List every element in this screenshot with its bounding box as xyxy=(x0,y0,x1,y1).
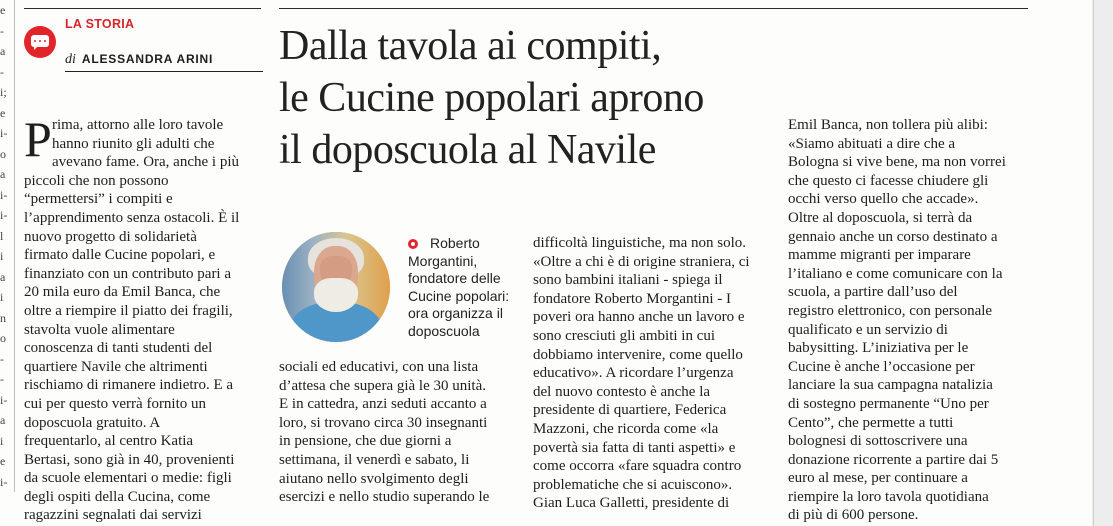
body-line: di più di 600 persone. xyxy=(788,507,919,524)
article-column-2 xyxy=(279,358,489,507)
body-line: firmato dalle Cucine popolari, e xyxy=(24,247,216,264)
body-line: presidente di quartiere, Federica xyxy=(533,402,727,419)
body-line: Cento”, che permette a tutti xyxy=(788,414,954,431)
fragment-line: - xyxy=(0,23,4,38)
fragment-line: - xyxy=(0,372,4,386)
body-line: poveri ora hanno anche un lavoro e xyxy=(533,309,745,326)
headline-line: Dalla tavola ai compiti, xyxy=(279,23,662,69)
headline-line: il doposcuola al Navile xyxy=(279,127,656,173)
body-line: “permettersi” i compiti e xyxy=(24,191,173,208)
fragment-line: o xyxy=(0,146,6,161)
body-line: Gian Luca Galletti, presidente di xyxy=(533,495,730,512)
body-line: qualificato e un servizio di xyxy=(788,321,948,338)
body-line: educativo». A ricordare l’urgenza xyxy=(533,365,734,382)
body-line: difficoltà linguistiche, ma non solo. xyxy=(533,235,747,251)
body-line: stavolta vuole alimentare xyxy=(24,321,175,338)
fragment-line: a xyxy=(0,269,6,284)
body-line: bolognesi di sottoscrivere una xyxy=(788,433,968,450)
photo-caption xyxy=(408,235,509,340)
body-line: dobbiamo intervenire, come quello xyxy=(533,346,743,363)
article-column-3 xyxy=(533,234,750,513)
fragment-line: e xyxy=(0,105,6,120)
body-line: 20 mila euro da Emil Banca, che xyxy=(24,284,221,301)
body-line: settimana, il venerdì e sabato, li xyxy=(279,451,470,468)
body-line: Oltre al doposcuola, si terrà da xyxy=(788,209,973,226)
body-line: Mazzoni, che ricorda come «la xyxy=(533,420,719,437)
caption-line: fondatore delle xyxy=(408,270,501,286)
body-line: riempire la loro tavola quotidiana xyxy=(788,488,989,505)
body-line: problematiche che si acuiscono». xyxy=(533,476,733,493)
caption-line: doposcuola xyxy=(408,322,480,339)
caption-line: ora organizza il xyxy=(408,305,503,321)
body-line: frequentarlo, al centro Katia xyxy=(24,433,194,450)
body-line: degli ospiti della Cucina, come xyxy=(24,488,211,505)
author-name: ALESSANDRA ARINI xyxy=(81,52,214,66)
fragment-line: i- xyxy=(0,392,8,407)
body-line: povertà sia fatta di tanti aspetti» e xyxy=(533,439,736,456)
article-column-4 xyxy=(788,116,1006,525)
body-line: conoscenza di tanti studenti del xyxy=(24,340,213,357)
body-line: rima, attorno alle loro tavole xyxy=(52,117,224,133)
body-line: ragazzini segnalati dai servizi xyxy=(24,507,202,524)
body-line: gennaio anche un corso destinato a xyxy=(788,228,998,245)
body-line: nuovo progetto di solidarietà xyxy=(24,228,197,245)
section-kicker: LA STORIA xyxy=(65,17,135,31)
body-line: in pensione, che due giorni a xyxy=(279,433,452,450)
body-line: hanno riunito gli adulti che xyxy=(52,135,215,152)
body-line: come occorra «fare squadra contro xyxy=(533,458,742,475)
body-line: piccoli che non possono xyxy=(24,172,169,189)
body-line: sono bambini italiani - spiega il xyxy=(533,272,723,289)
body-line: rischiamo di rimanere indietro. E a xyxy=(24,377,234,394)
body-line: finanziato con un contributo pari a xyxy=(24,265,232,282)
fragment-line: e xyxy=(0,454,6,468)
body-line: donazione ricorrente a partire dai 5 xyxy=(788,451,999,468)
previous-article-fragment xyxy=(0,0,12,500)
body-line: da scuole elementari o medie: figli xyxy=(24,470,232,487)
body-line: sociali ed educativi, con una lista xyxy=(279,359,479,375)
fragment-line: i- xyxy=(0,126,8,140)
caption-line: Morgantini, xyxy=(408,252,478,269)
fragment-line: o xyxy=(0,331,6,345)
article-column-1 xyxy=(24,111,240,525)
body-line: l’apprendimento senza ostacoli. È il xyxy=(24,209,240,226)
drop-cap: P xyxy=(24,111,52,167)
column-divider xyxy=(14,0,15,492)
fragment-line: l xyxy=(0,228,4,243)
body-line: Cucine è anche l’occasione per xyxy=(788,358,975,375)
body-line: d’attesa che supera già le 30 unità. xyxy=(279,377,486,394)
fragment-line: a xyxy=(0,167,6,181)
fragment-line: e xyxy=(0,3,6,17)
speech-bubble-icon xyxy=(24,26,56,58)
body-line: euro al mese, per continuare a xyxy=(788,470,968,487)
body-line: lanciare la sua campagna natalizia xyxy=(788,377,993,394)
fragment-line: n xyxy=(0,310,6,325)
caption-line: Roberto xyxy=(430,235,480,251)
body-line: scuola, a partire dall’uso del xyxy=(788,284,958,301)
top-rule xyxy=(279,8,1028,9)
body-line: «Oltre a chi è di origine straniera, ci xyxy=(533,253,750,270)
body-line: di sostegno permanente “Uno per xyxy=(788,395,989,412)
body-line: aiutano nello svolgimento degli xyxy=(279,470,469,487)
author-portrait-photo xyxy=(282,232,390,342)
body-line: Emil Banca, non tollera più alibi: xyxy=(788,117,988,133)
body-line: avevano fame. Ora, anche i più xyxy=(52,154,239,171)
fragment-line: i- xyxy=(0,474,8,489)
fragment-line: - xyxy=(0,351,4,366)
body-line: l’italiano e come comunicare con la xyxy=(788,265,1003,282)
body-line: cui per questo verrà fornito un xyxy=(24,395,207,412)
byline xyxy=(65,52,213,68)
body-line: esercizi e nello studio superando le xyxy=(279,489,490,506)
headline xyxy=(279,20,704,176)
fragment-line: i xyxy=(0,290,4,304)
body-line: Bertasi, sono già in 40, provenienti xyxy=(24,451,235,468)
top-rule xyxy=(24,8,261,9)
body-line: mamme migranti per imparare xyxy=(788,247,971,264)
caption-line: Cucine popolari: xyxy=(408,287,510,304)
body-line: oltre a riempire il piatto dei fragili, xyxy=(24,302,233,319)
headline-line: le Cucine popolari aprono xyxy=(279,75,704,121)
fragment-line: - xyxy=(0,64,4,79)
page-edge xyxy=(1092,0,1113,526)
body-line: che questo ci facesse chiudere gli xyxy=(788,172,989,189)
fragment-line: i xyxy=(0,433,4,448)
body-line: E in cattedra, anzi seduti accanto a xyxy=(279,396,487,413)
body-line: sono cresciuti gli ambiti in cui xyxy=(533,327,716,344)
body-line: occhi verso quello che accade». xyxy=(788,191,979,208)
body-line: fondatore Roberto Morgantini - I xyxy=(533,290,732,307)
fragment-line: a xyxy=(0,413,6,427)
body-line: quartiere Navile che altrimenti xyxy=(24,358,208,375)
body-line: del nuovo contesto è anche la xyxy=(533,383,711,400)
fragment-line: i xyxy=(0,249,4,263)
body-line: loro, si trovano circa 30 insegnanti xyxy=(279,414,488,431)
body-line: doposcuola gratuito. A xyxy=(24,414,161,431)
byline-prefix: di xyxy=(65,52,76,67)
fragment-line: a xyxy=(0,44,6,58)
body-line: «Siamo abituati a dire che a xyxy=(788,135,956,152)
fragment-line: i- xyxy=(0,187,8,202)
byline-rule xyxy=(65,71,263,72)
body-line: Bologna si vive bene, ma non vorrei xyxy=(788,154,1006,171)
fragment-line: i; xyxy=(0,85,7,99)
fragment-line: i- xyxy=(0,208,8,222)
body-line: babysitting. L’iniziativa per le xyxy=(788,340,969,357)
body-line: registro elettronico, con personale xyxy=(788,302,993,319)
